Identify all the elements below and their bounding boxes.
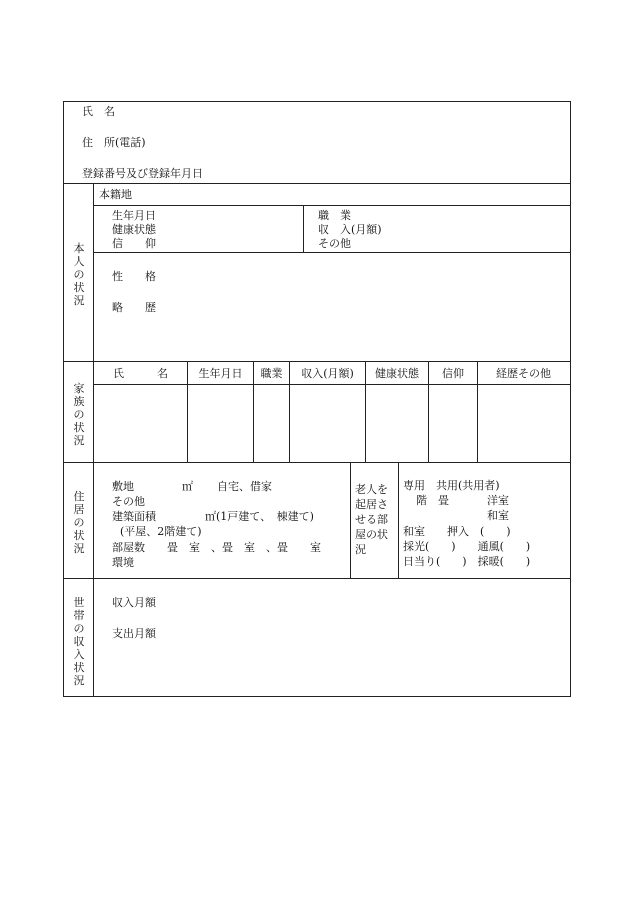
family-col-birth: 生年月日 xyxy=(198,367,243,380)
rooms-label: 部屋数 畳 室 、畳 室 、畳 室 xyxy=(112,541,321,554)
family-col-income: 収入(月額) xyxy=(301,367,354,380)
family-col-divider-5 xyxy=(428,361,429,462)
building-area-label: 建築面積 xyxy=(112,510,156,523)
housing-divider-1 xyxy=(350,462,351,578)
honseki-label: 本籍地 xyxy=(99,188,132,201)
own-rent-label: 自宅、借家 xyxy=(217,480,272,493)
monthly-income-label: 収入月額 xyxy=(112,596,156,609)
western-room-label: 洋室 xyxy=(487,494,509,507)
family-col-other: 経歴その他 xyxy=(496,367,551,380)
family-col-divider-6 xyxy=(477,361,478,462)
site-sqm-unit: ㎡ xyxy=(182,480,193,493)
history-label: 略 歴 xyxy=(112,301,156,314)
housing-side-label: 住居の状況 xyxy=(73,490,85,555)
family-col-belief: 信仰 xyxy=(442,367,464,380)
personal-side-label: 本人の状況 xyxy=(73,242,85,307)
divider-honseki xyxy=(93,205,570,206)
divider-personal-mid xyxy=(303,205,304,252)
floors-label: (平屋、2階建て) xyxy=(120,525,202,538)
health-label: 健康状態 xyxy=(112,223,156,236)
site-label: 敷地 xyxy=(112,480,134,493)
other-label: その他 xyxy=(318,237,351,250)
building-sqm-unit: ㎡(1戸建て、 棟建て) xyxy=(205,510,314,523)
divider-header xyxy=(63,183,570,184)
sunlight-heating-label: 日当り( ) 採暖( ) xyxy=(403,555,531,568)
birth-label: 生年月日 xyxy=(112,209,156,222)
divider-family-header xyxy=(93,384,570,385)
job-label: 職 業 xyxy=(318,209,351,222)
family-col-name: 氏 名 xyxy=(113,367,168,380)
housing-divider-2 xyxy=(398,462,399,578)
family-col-divider-1 xyxy=(187,361,188,462)
name-label: 氏 名 xyxy=(82,105,115,118)
japanese-room-closet-label: 和室 押入 ( ) xyxy=(403,525,511,538)
divider-personal-end xyxy=(63,361,570,362)
japanese-room-label-right: 和室 xyxy=(487,509,509,522)
elder-room-label: 老人を起居させる部屋の状況 xyxy=(355,483,388,556)
family-col-job: 職業 xyxy=(260,367,283,380)
registration-label: 登録番号及び登録年月日 xyxy=(82,167,203,180)
label-column-divider xyxy=(93,183,94,696)
family-col-divider-3 xyxy=(289,361,290,462)
lighting-ventilation-label: 採光( ) 通風( ) xyxy=(403,540,531,553)
monthly-expense-label: 支出月額 xyxy=(112,627,156,640)
divider-housing-end xyxy=(63,578,570,579)
environment-label: 環境 xyxy=(112,556,134,569)
divider-family-end xyxy=(63,462,570,463)
family-col-divider-2 xyxy=(253,361,254,462)
housing-other-label: その他 xyxy=(112,495,145,508)
household-side-label: 世帯の収入状況 xyxy=(73,596,85,687)
family-col-divider-4 xyxy=(365,361,366,462)
dedicated-shared-label: 専用 共用(共用者) xyxy=(403,479,500,492)
family-col-health: 健康状態 xyxy=(375,367,419,380)
income-label: 収 入(月額) xyxy=(318,223,382,236)
tatami-label: 階 畳 xyxy=(416,494,449,507)
belief-label: 信 仰 xyxy=(112,237,156,250)
character-label: 性 格 xyxy=(112,270,156,283)
divider-personal-details xyxy=(93,252,570,253)
family-side-label: 家族の状況 xyxy=(73,382,85,447)
address-label: 住 所(電話) xyxy=(82,136,146,149)
